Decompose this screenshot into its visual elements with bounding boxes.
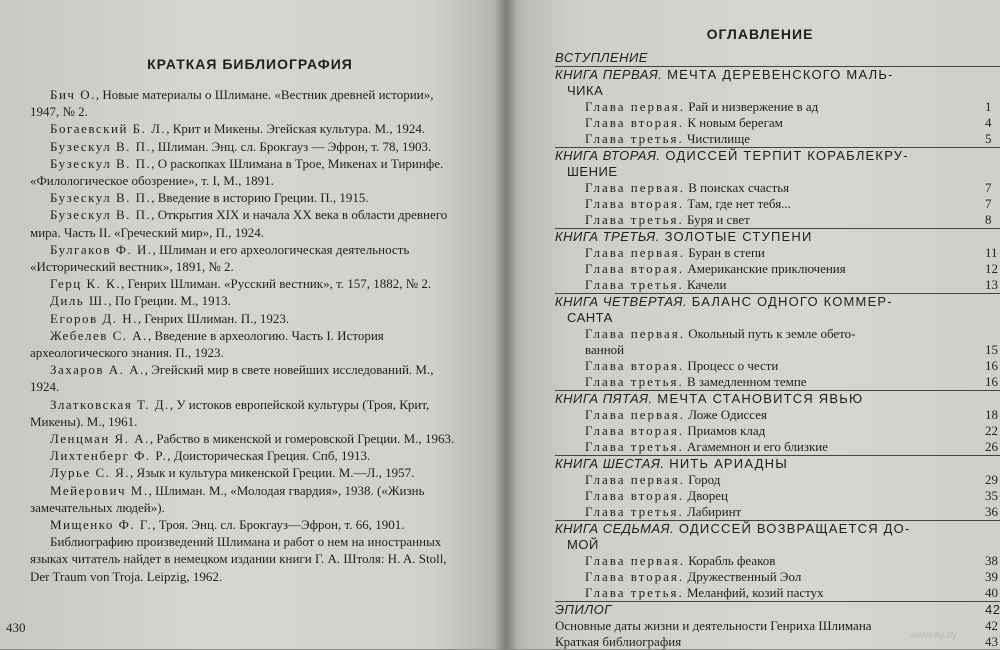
toc-label: Глава вторая. — [585, 569, 685, 584]
toc-row-chapter — [555, 115, 1000, 131]
bibliography-entry — [30, 120, 458, 137]
toc-title-text: Рай и низвержение в ад — [684, 99, 819, 114]
toc-title-text: Агамемнон и его близкие — [683, 439, 829, 454]
bibliography-entry — [30, 310, 458, 327]
entry-text: , Шлиман. Энц. сл. Брокгауз — Эфрон, т. 78, 1903. — [151, 138, 432, 154]
toc-title-text: САНТА — [567, 310, 613, 325]
toc-page-number: 1 — [985, 99, 992, 114]
toc-page-number: 4 — [985, 115, 992, 130]
toc-page-number: 42 — [985, 618, 998, 633]
bibliography-entry — [30, 447, 458, 464]
toc-row-chapter — [555, 131, 1000, 147]
toc-row-chapter — [555, 212, 1000, 228]
toc-page-number: 40 — [985, 585, 998, 600]
toc-label: КНИГА ЧЕТВЕРТАЯ. — [555, 294, 687, 309]
page-number: 430 — [6, 620, 26, 635]
toc-label: Глава третья. — [585, 131, 684, 146]
entry-text: , Троя. Энц. сл. Брокгауз—Эфрон, т. 66, 1901. — [152, 517, 405, 533]
toc-page-number: 39 — [985, 569, 998, 584]
toc-title-text: К новым берегам — [684, 115, 783, 130]
entry-author: Мейерович М. — [50, 482, 149, 498]
toc-title-text: Буря и свет — [683, 212, 750, 227]
entry-text: , Крит и Микены. Эгейская культура. М., 1924. — [166, 121, 426, 137]
bibliography-entry — [30, 516, 458, 533]
entry-text: , Язык и культура микенской Греции. М.—Л., 1957. — [130, 465, 415, 481]
toc-label: Глава вторая. — [585, 196, 685, 211]
toc-row-chapter — [555, 277, 1000, 293]
entry-text: , Рабство в микенской и гомеровской Греции. М., 1963. — [149, 431, 455, 447]
bibliography-title: КРАТКАЯ БИБЛИОГРАФИЯ — [147, 56, 353, 72]
toc-row-book — [555, 520, 1000, 537]
toc-label: Глава третья. — [585, 374, 684, 389]
toc-label: Глава первая. — [585, 553, 685, 568]
toc-page-number: 38 — [985, 553, 998, 568]
toc-row-cont — [555, 537, 1000, 553]
toc-page-number: 29 — [985, 472, 998, 487]
toc-label: Глава первая. — [585, 326, 685, 341]
toc-page-number: 36 — [985, 504, 998, 519]
toc-row-book — [555, 455, 1000, 472]
toc-label: КНИГА ВТОРАЯ. — [555, 148, 661, 163]
toc-title-text: БАЛАНС ОДНОГО КОММЕР- — [687, 294, 893, 309]
toc-page-number: 26 — [985, 439, 998, 454]
entry-author: Герц К. К. — [50, 276, 122, 292]
toc-row-chapter — [555, 439, 1000, 455]
toc-label: КНИГА ШЕСТАЯ. — [555, 456, 665, 471]
toc-label: Глава первая. — [585, 180, 685, 195]
toc-page-number: 16 — [985, 374, 998, 389]
entry-author: Бузескул В. П. — [50, 155, 152, 171]
toc-title-text: Дворец — [684, 488, 729, 503]
toc-row-book — [555, 293, 1000, 310]
toc-label: Глава вторая. — [585, 115, 685, 130]
book-gutter — [495, 0, 517, 649]
toc-title-text: Корабль феаков — [684, 553, 776, 568]
toc-row-book — [555, 228, 1000, 245]
entry-text: , Шлиман и его археологическая деятельность «Исторический вестник», 1891, № 2. — [30, 241, 410, 275]
toc-title-text: МЕЧТА СТАНОВИТСЯ ЯВЬЮ — [652, 391, 864, 406]
toc-label: Глава первая. — [585, 472, 685, 487]
toc-title-text: Основные даты жизни и деятельности Генриха Шлимана — [555, 618, 872, 633]
toc-page-number: 43 — [985, 634, 998, 649]
entry-text: , У истоков европейской культуры (Троя, Крит, Микены). М., 1961. — [30, 396, 430, 429]
toc-page-number: 7 — [985, 196, 992, 211]
entry-author: Бич О. — [50, 87, 96, 102]
entry-author: Лихтенберг Ф. Р. — [50, 448, 168, 464]
toc-title-text: В замедленном темпе — [683, 374, 807, 389]
toc-row-chapter — [555, 553, 1000, 569]
toc-row-chapter — [555, 358, 1000, 374]
toc-row-book — [555, 147, 1000, 164]
toc-page-number: 12 — [985, 261, 998, 276]
toc-row-chapter — [555, 472, 1000, 488]
toc-title-text: НИТЬ АРИАДНЫ — [664, 456, 788, 471]
table-of-contents — [555, 50, 1000, 650]
entry-author: Бузескул В. П. — [50, 207, 152, 223]
toc-title-text: Буран в степи — [684, 245, 765, 260]
bibliography-entry — [30, 430, 458, 447]
entry-text: , Новые материалы о Шлимане. «Вестник древней истории», 1947, № 2. — [30, 87, 434, 120]
entry-author: Мищенко Ф. Г. — [50, 517, 153, 533]
bibliography-entry — [30, 292, 458, 309]
toc-row-chapter — [555, 180, 1000, 196]
toc-title-text: ОДИССЕЙ ВОЗВРАЩАЕТСЯ ДО- — [674, 521, 911, 536]
toc-page-number: 11 — [985, 245, 998, 260]
bibliography-entry — [30, 464, 458, 481]
toc-title-text: ШЕНИЕ — [567, 164, 618, 179]
entry-text: , Генрих Шлиман. «Русский вестник», т. 157, 1882, № 2. — [121, 276, 432, 292]
entry-author: Жебелев С. А. — [50, 327, 148, 343]
toc-row-chapter — [555, 585, 1000, 601]
entry-text: Библиографию произведений Шлимана и работ о нем на иностранных языках читатель найдет в немецком издании книги Г. А. Штоля: H. A. Stoll, Der Traum von Troja. Leipzig, 1962. — [30, 534, 447, 584]
entry-text: , Эгейский мир в свете новейших исследований. М., 1924. — [30, 362, 434, 395]
bibliography-entry — [30, 327, 458, 361]
watermark: www.ay.by — [910, 630, 958, 641]
toc-title-text: ЧИКА — [567, 83, 604, 98]
toc-title-text: ОДИССЕЙ ТЕРПИТ КОРАБЛЕКРУ- — [660, 148, 909, 163]
toc-label: Глава вторая. — [585, 423, 685, 438]
bibliography-entry — [30, 396, 458, 430]
toc-label: КНИГА ТРЕТЬЯ. — [555, 229, 660, 244]
bibliography-list — [30, 86, 458, 585]
toc-row-chapter — [555, 99, 1000, 115]
toc-label: Глава третья. — [585, 277, 684, 292]
toc-label: Глава третья. — [585, 212, 684, 227]
toc-label: Глава вторая. — [585, 488, 685, 503]
toc-row-book — [555, 601, 1000, 618]
entry-author: Лурье С. Я. — [50, 465, 131, 481]
entry-author: Богаевский Б. Л. — [50, 121, 167, 137]
bibliography-entry — [30, 241, 458, 275]
toc-label: КНИГА ПЕРВАЯ. — [555, 67, 663, 82]
entry-author: Егоров Д. Н. — [50, 310, 138, 326]
toc-label: ЭПИЛОГ — [555, 602, 612, 617]
bibliography-entry — [30, 155, 458, 189]
toc-title-text: Окольный путь к земле обето- — [684, 326, 856, 341]
toc-label: ВСТУПЛЕНИЕ — [555, 50, 648, 65]
toc-title-text: Ложе Одиссея — [684, 407, 767, 422]
toc-label: Глава третья. — [585, 504, 684, 519]
toc-page-number: 16 — [985, 358, 998, 373]
bibliography-entry — [30, 189, 458, 206]
entry-author: Булгаков Ф. И. — [50, 241, 153, 257]
toc-title-text: Меланфий, козий пастух — [683, 585, 824, 600]
toc-title-text: Город — [684, 472, 721, 487]
toc-page-number: 5 — [985, 131, 992, 146]
bibliography-entry — [30, 138, 458, 155]
toc-label: Глава третья. — [585, 585, 684, 600]
toc-row-chapter — [555, 326, 1000, 342]
toc-page-number: 22 — [985, 423, 998, 438]
bibliography-entry — [30, 361, 458, 395]
entry-text: , О раскопках Шлимана в Трое, Микенах и Тиринфе. «Филологическое обозрение», т. I, М., 1891. — [30, 155, 444, 189]
toc-row-chapter — [555, 407, 1000, 423]
entry-text: , Генрих Шлиман. П., 1923. — [137, 310, 290, 326]
toc-row-chapter — [555, 504, 1000, 520]
toc-title-text: Процесс о чести — [684, 358, 779, 373]
toc-row-chapter — [555, 196, 1000, 212]
toc-page-number: 8 — [985, 212, 992, 227]
toc-label: Глава вторая. — [585, 358, 685, 373]
entry-author: Златковская Т. Д. — [50, 396, 170, 412]
toc-row-cont — [555, 164, 1000, 180]
toc-title-text: Там, где нет тебя... — [684, 196, 791, 211]
toc-title-text: В поисках счастья — [684, 180, 790, 195]
entry-author: Захаров А. А. — [50, 362, 145, 378]
entry-text: , Открытия XIX и начала XX века в области древнего мира. Часть II. «Греческий мир», П., 1924. — [30, 207, 448, 240]
toc-row-chapter — [555, 261, 1000, 277]
entry-text: , По Греции. М., 1913. — [108, 293, 231, 309]
entry-text: , Доисторическая Греция. Спб, 1913. — [167, 448, 371, 464]
toc-title-text: МОЙ — [567, 537, 599, 552]
entry-author: Бузескул В. П. — [50, 138, 152, 154]
toc-row-chapter — [555, 374, 1000, 390]
toc-label: Глава первая. — [585, 99, 685, 114]
toc-page-number: 7 — [985, 180, 992, 195]
bibliography-entry — [30, 533, 458, 585]
toc-title: ОГЛАВЛЕНИЕ — [706, 26, 814, 42]
toc-row-chapter — [555, 245, 1000, 261]
bibliography-entry — [30, 482, 458, 516]
toc-page-number: 15 — [985, 342, 998, 357]
toc-row-cont — [555, 310, 1000, 326]
entry-text: , Введение в историю Греции. П., 1915. — [151, 190, 369, 206]
toc-label: Глава третья. — [585, 439, 684, 454]
toc-label: КНИГА СЕДЬМАЯ. — [555, 521, 675, 536]
toc-row-chapter — [555, 488, 1000, 504]
entry-author: Ленцман Я. А. — [50, 431, 150, 447]
bibliography-entry — [30, 86, 458, 120]
toc-title-text: ЗОЛОТЫЕ СТУПЕНИ — [659, 229, 813, 244]
toc-row-subcont — [555, 342, 1000, 358]
toc-title-text: МЕЧТА ДЕРЕВЕНСКОГО МАЛЬ- — [662, 67, 894, 82]
toc-row-book — [555, 390, 1000, 407]
toc-label: Глава первая. — [585, 245, 685, 260]
bibliography-entry — [30, 206, 458, 240]
toc-title-text: Краткая библиография — [555, 634, 682, 649]
toc-title-text: Американские приключения — [684, 261, 846, 276]
toc-label: Глава вторая. — [585, 261, 685, 276]
entry-author: Бузескул В. П. — [50, 190, 152, 206]
toc-title-text: ванной — [585, 342, 625, 357]
toc-title-text: Лабиринт — [683, 504, 742, 519]
toc-title-text: Дружественный Эол — [684, 569, 802, 584]
toc-page-number: 35 — [985, 488, 998, 503]
toc-label: Глава первая. — [585, 407, 685, 422]
toc-title-text: Приамов клад — [684, 423, 766, 438]
entry-text: , Введение в археологию. Часть I. История археологического знания. П., 1923. — [30, 327, 384, 361]
toc-row-chapter — [555, 423, 1000, 439]
toc-page-number: 42 — [985, 602, 1000, 617]
toc-row-cont — [555, 83, 1000, 99]
toc-label: КНИГА ПЯТАЯ. — [555, 391, 653, 406]
toc-row-book — [555, 66, 1000, 83]
toc-title-text: Качели — [683, 277, 727, 292]
entry-text: , Шлиман. М., «Молодая гвардия», 1938. («Жизнь замечательных людей»). — [30, 482, 425, 515]
toc-title-text: Чистилище — [683, 131, 751, 146]
toc-page-number: 13 — [985, 277, 998, 292]
toc-row-book — [555, 50, 1000, 66]
bibliography-entry — [30, 275, 458, 292]
toc-row-chapter — [555, 569, 1000, 585]
entry-author: Диль Ш. — [50, 293, 109, 309]
toc-page-number: 18 — [985, 407, 998, 422]
